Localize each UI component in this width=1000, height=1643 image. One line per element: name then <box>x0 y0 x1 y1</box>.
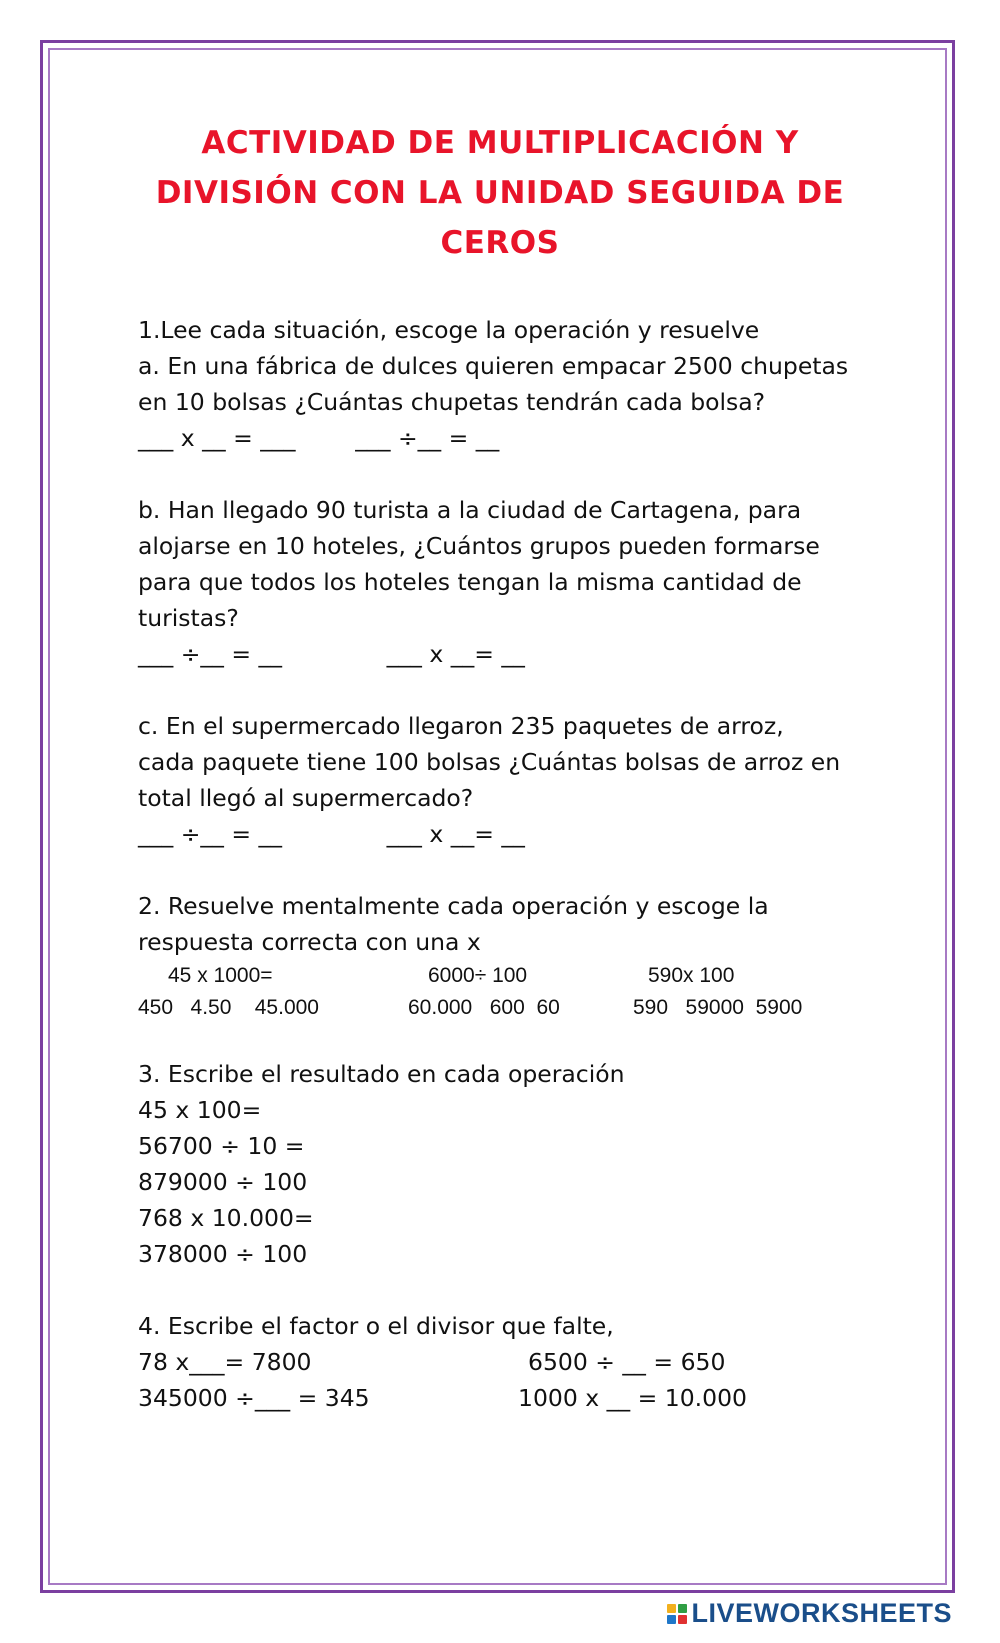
q3-item[interactable]: 45 x 100= <box>138 1096 262 1124</box>
q1-heading: 1.Lee cada situación, escoge la operación y resuelve <box>138 316 760 344</box>
q3-item[interactable]: 378000 ÷ 100 <box>138 1240 308 1268</box>
q3-heading: 3. Escribe el resultado en cada operación <box>138 1060 625 1088</box>
q1b-operations[interactable]: ___ ÷__ = __ ___ x __= __ <box>138 640 525 668</box>
logo-square-blue <box>667 1615 676 1624</box>
q1c-text-3: total llegó al supermercado? <box>138 784 474 812</box>
q2-options-row <box>138 992 918 1024</box>
q2-option-group[interactable]: 60.000 600 60 <box>408 996 560 1019</box>
q1b-text-3: para que todos los hoteles tengan la misma cantidad de <box>138 568 802 596</box>
q4-item[interactable]: 1000 x __ = 10.000 <box>518 1384 748 1412</box>
q4-heading: 4. Escribe el factor o el divisor que falte, <box>138 1312 614 1340</box>
q2-operation: 6000÷ 100 <box>428 964 528 987</box>
q4-item[interactable]: 6500 ÷ __ = 650 <box>528 1348 726 1376</box>
q1b-text-1: b. Han llegado 90 turista a la ciudad de Cartagena, para <box>138 496 802 524</box>
title-line-1: ACTIVIDAD DE MULTIPLICACIÓN Y <box>201 125 799 161</box>
q4-item[interactable]: 345000 ÷___ = 345 <box>138 1384 370 1412</box>
logo-square-green <box>678 1604 687 1613</box>
q1b-text-4: turistas? <box>138 604 239 632</box>
q2-option-group[interactable]: 450 4.50 45.000 <box>138 996 319 1019</box>
q2-operation: 590x 100 <box>648 964 735 987</box>
liveworksheets-logo <box>667 1598 952 1629</box>
q2-option-group[interactable]: 590 59000 5900 <box>633 996 803 1019</box>
q3-item[interactable]: 56700 ÷ 10 = <box>138 1132 305 1160</box>
logo-square-yellow <box>667 1604 676 1613</box>
q1c-text-1: c. En el supermercado llegaron 235 paquetes de arroz, <box>138 712 784 740</box>
q3-item[interactable]: 879000 ÷ 100 <box>138 1168 308 1196</box>
logo-square-red <box>678 1615 687 1624</box>
worksheet-content <box>138 312 918 1416</box>
q1a-text-1: a. En una fábrica de dulces quieren empacar 2500 chupetas <box>138 352 849 380</box>
q2-operations-row <box>138 960 918 992</box>
q2-heading-1: 2. Resuelve mentalmente cada operación y escoge la <box>138 892 769 920</box>
title-line-3: CEROS <box>440 225 560 261</box>
logo-icon <box>667 1604 687 1624</box>
q4-row-2 <box>138 1380 918 1416</box>
q1c-operations[interactable]: ___ ÷__ = __ ___ x __= __ <box>138 820 525 848</box>
q1a-text-2: en 10 bolsas ¿Cuántas chupetas tendrán cada bolsa? <box>138 388 766 416</box>
q2-operation: 45 x 1000= <box>168 964 273 987</box>
q4-item[interactable]: 78 x___= 7800 <box>138 1348 312 1376</box>
q3-item[interactable]: 768 x 10.000= <box>138 1204 314 1232</box>
q4-row-1 <box>138 1344 918 1380</box>
q1c-text-2: cada paquete tiene 100 bolsas ¿Cuántas bolsas de arroz en <box>138 748 841 776</box>
q1b-text-2: alojarse en 10 hoteles, ¿Cuántos grupos pueden formarse <box>138 532 820 560</box>
logo-text: LIVEWORKSHEETS <box>691 1598 952 1628</box>
worksheet-title <box>120 118 880 268</box>
title-line-2: DIVISIÓN CON LA UNIDAD SEGUIDA DE <box>155 175 845 211</box>
q2-heading-2: respuesta correcta con una x <box>138 928 481 956</box>
q1a-operations[interactable]: ___ x __ = ___ ___ ÷__ = __ <box>138 424 500 452</box>
